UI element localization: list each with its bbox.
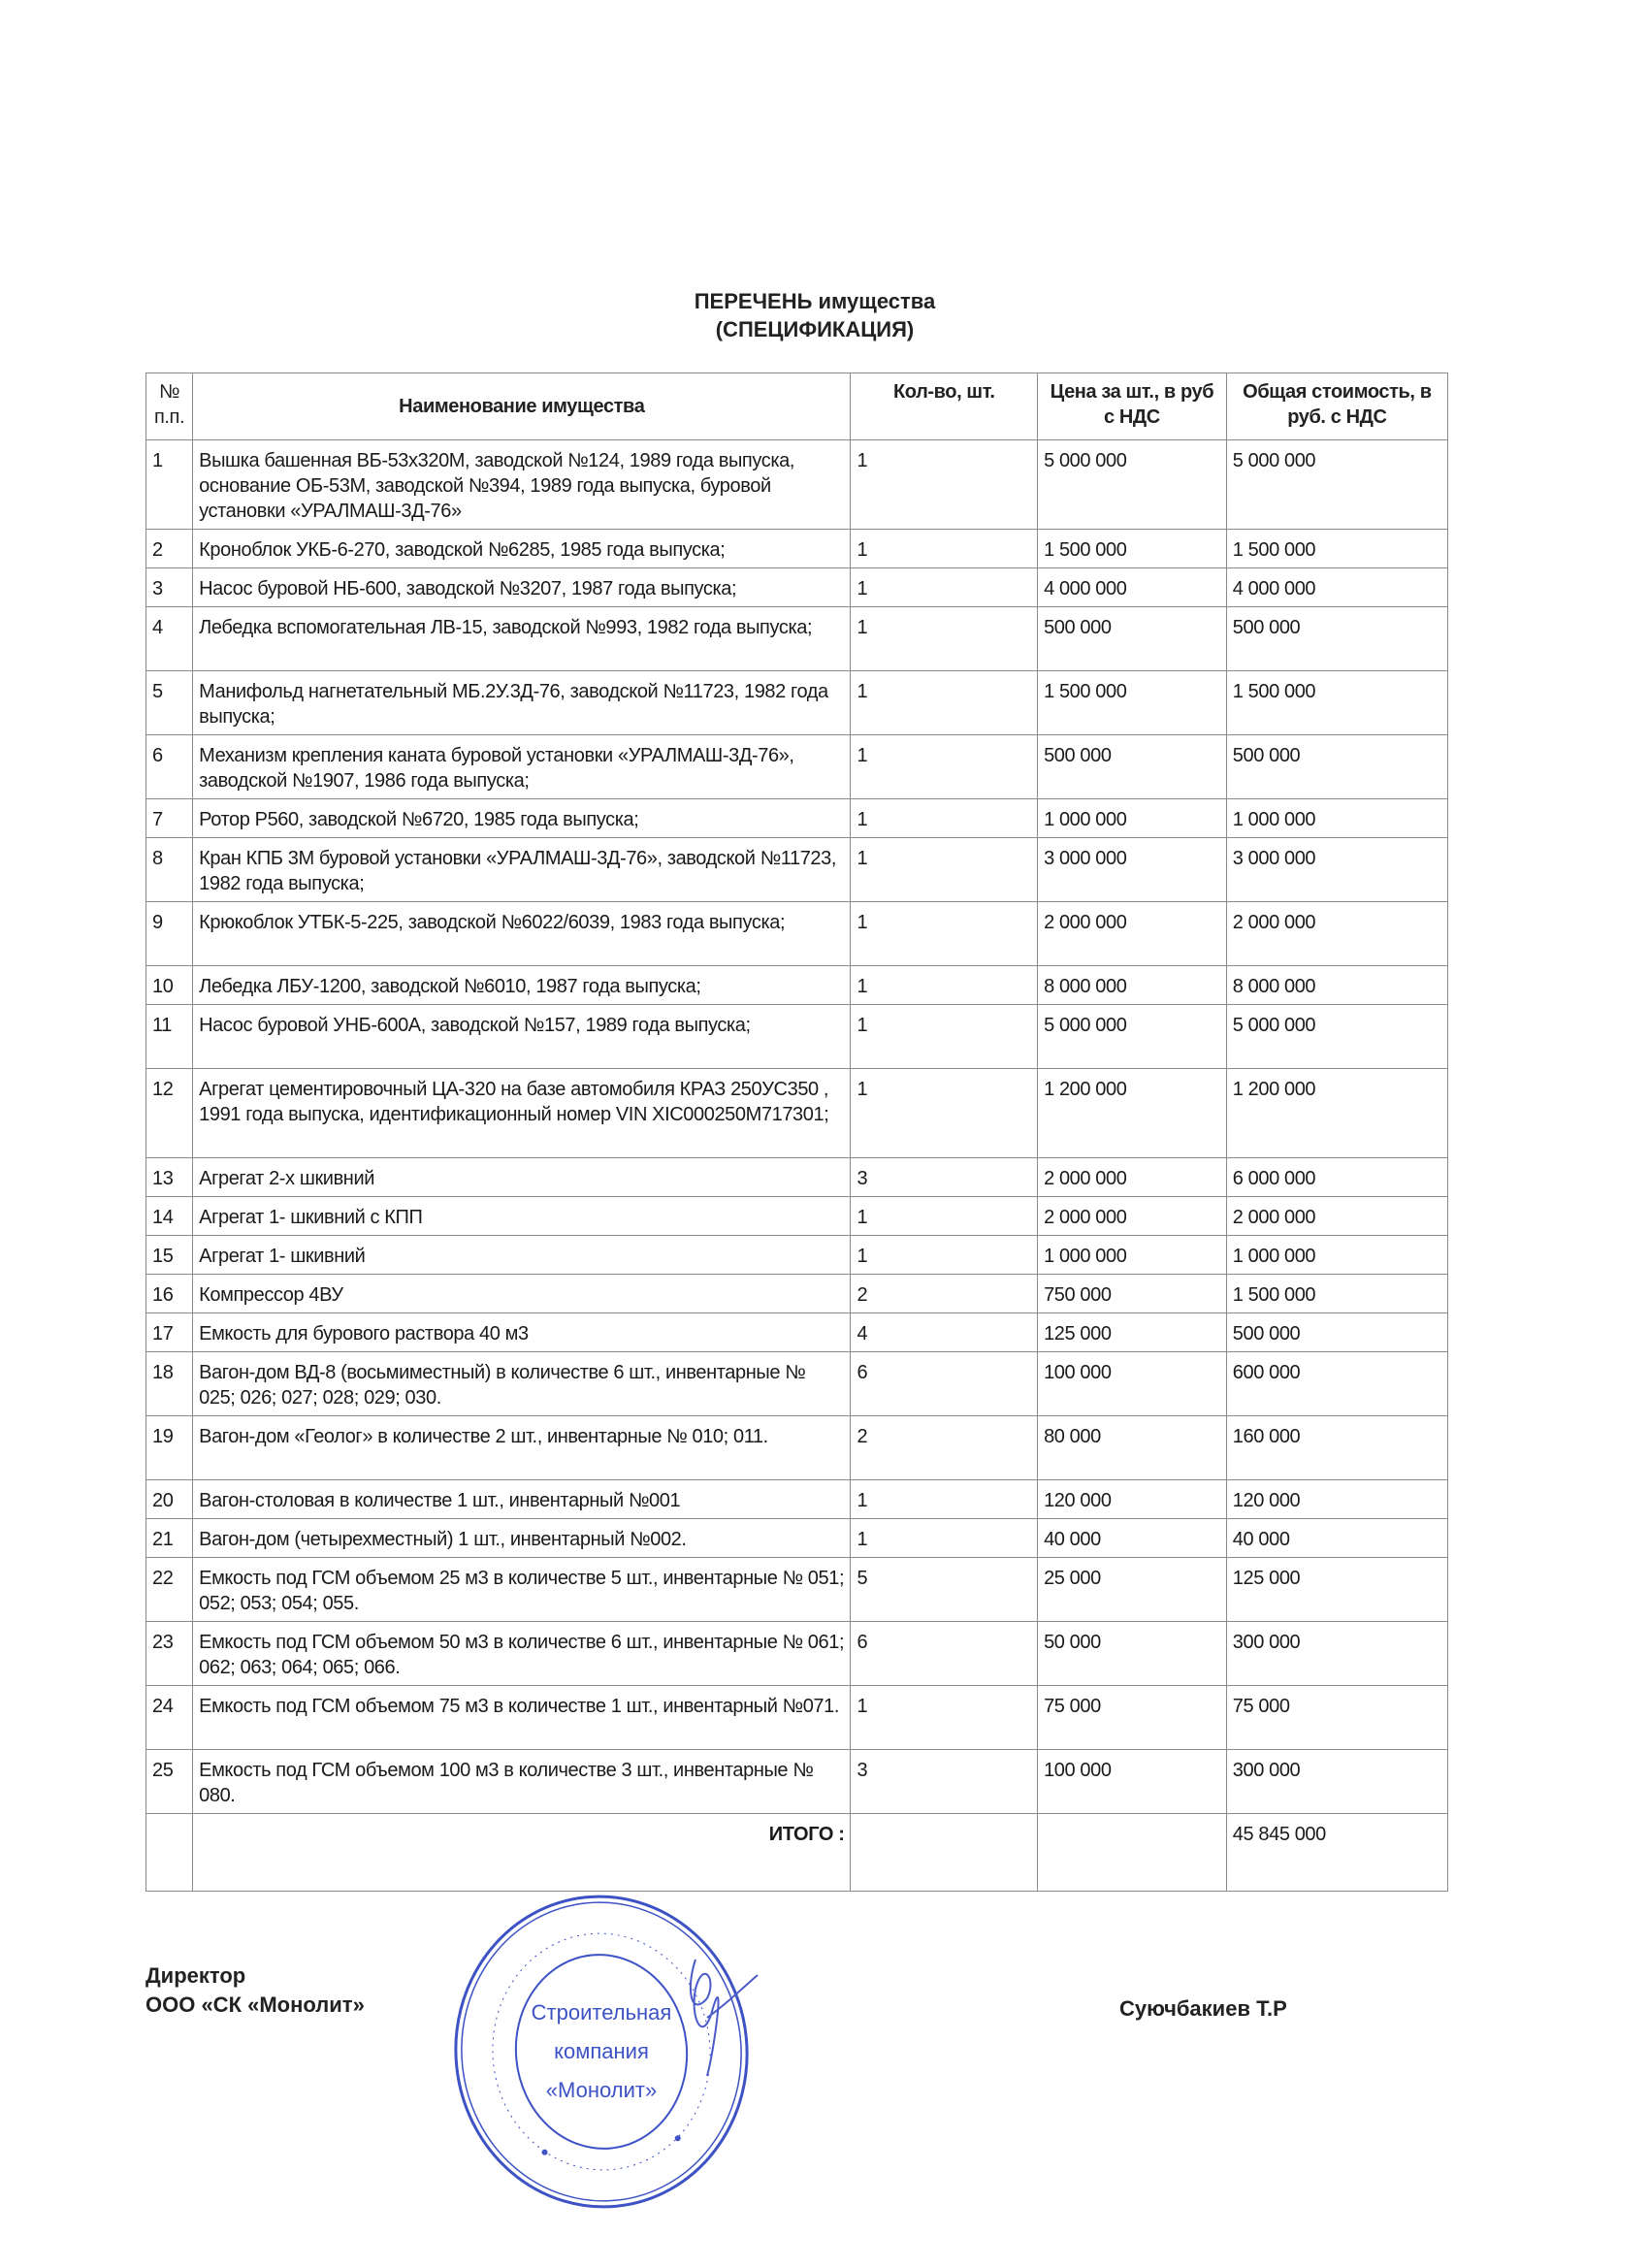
row-number: 13 — [146, 1158, 193, 1197]
item-name: Емкость под ГСМ объемом 75 м3 в количестве 1 шт., инвентарный №071. — [193, 1686, 851, 1750]
item-qty: 1 — [851, 1005, 1038, 1069]
table-row — [146, 902, 1448, 966]
table-row — [146, 1197, 1448, 1236]
row-number: 22 — [146, 1558, 193, 1622]
table-row — [146, 966, 1448, 1005]
row-number: 18 — [146, 1352, 193, 1416]
item-qty: 4 — [851, 1313, 1038, 1352]
header-name: Наименование имущества — [193, 373, 851, 440]
item-name: Емкость для бурового раствора 40 м3 — [193, 1313, 851, 1352]
row-number: 9 — [146, 902, 193, 966]
header-qty: Кол-во, шт. — [851, 373, 1038, 440]
table-row — [146, 440, 1448, 530]
item-name: Емкость под ГСМ объемом 25 м3 в количестве 5 шт., инвентарные № 051; 052; 053; 054; 055. — [193, 1558, 851, 1622]
signatory-block — [146, 1961, 365, 2020]
item-price: 125 000 — [1038, 1313, 1227, 1352]
item-name: Вагон-дом ВД-8 (восьмиместный) в количестве 6 шт., инвентарные № 025; 026; 027; 028; 029; 030. — [193, 1352, 851, 1416]
row-number: 21 — [146, 1519, 193, 1558]
item-price: 3 000 000 — [1038, 838, 1227, 902]
item-total: 500 000 — [1226, 1313, 1447, 1352]
item-price: 4 000 000 — [1038, 568, 1227, 607]
table-row — [146, 1622, 1448, 1686]
item-price: 100 000 — [1038, 1750, 1227, 1814]
item-name: Ротор Р560, заводской №6720, 1985 года выпуска; — [193, 799, 851, 838]
item-total: 5 000 000 — [1226, 440, 1447, 530]
item-qty: 1 — [851, 530, 1038, 568]
item-name: Емкость под ГСМ объемом 100 м3 в количестве 3 шт., инвентарные № 080. — [193, 1750, 851, 1814]
item-qty: 1 — [851, 1236, 1038, 1275]
item-name: Насос буровой НБ-600, заводской №3207, 1987 года выпуска; — [193, 568, 851, 607]
table-row — [146, 1686, 1448, 1750]
title-line-1: ПЕРЕЧЕНЬ имущества — [694, 289, 936, 313]
item-name: Кроноблок УКБ-6-270, заводской №6285, 1985 года выпуска; — [193, 530, 851, 568]
item-total: 600 000 — [1226, 1352, 1447, 1416]
row-number: 14 — [146, 1197, 193, 1236]
item-price: 1 500 000 — [1038, 671, 1227, 735]
item-qty: 1 — [851, 902, 1038, 966]
item-qty: 1 — [851, 440, 1038, 530]
table-row — [146, 838, 1448, 902]
item-qty: 5 — [851, 1558, 1038, 1622]
row-number: 6 — [146, 735, 193, 799]
signatory-name: Суючбакиев Т.Р — [1119, 1996, 1287, 2021]
page-title — [0, 287, 1630, 343]
item-name: Агрегат 1- шкивний с КПП — [193, 1197, 851, 1236]
item-price: 1 000 000 — [1038, 799, 1227, 838]
item-total: 2 000 000 — [1226, 1197, 1447, 1236]
total-label: ИТОГО : — [193, 1814, 851, 1892]
title-line-2: (СПЕЦИФИКАЦИЯ) — [715, 317, 915, 341]
table-row — [146, 671, 1448, 735]
item-total: 500 000 — [1226, 735, 1447, 799]
item-qty: 6 — [851, 1352, 1038, 1416]
table-row — [146, 1005, 1448, 1069]
table-row — [146, 799, 1448, 838]
document-body — [146, 373, 1448, 2221]
item-name: Вышка башенная ВБ-53х320М, заводской №124, 1989 года выпуска, основание ОБ-53М, заводской №394, 1989 года выпуска, буровой установки «УРАЛМАШ-3Д-76» — [193, 440, 851, 530]
row-number: 23 — [146, 1622, 193, 1686]
item-total: 6 000 000 — [1226, 1158, 1447, 1197]
header-number: № п.п. — [146, 373, 193, 440]
stamp-center-line-2: компания — [554, 2039, 649, 2063]
row-number: 10 — [146, 966, 193, 1005]
item-name: Агрегат 2-х шкивний — [193, 1158, 851, 1197]
item-total: 125 000 — [1226, 1558, 1447, 1622]
row-number: 1 — [146, 440, 193, 530]
item-name: Вагон-столовая в количестве 1 шт., инвентарный №001 — [193, 1480, 851, 1519]
item-qty: 1 — [851, 607, 1038, 671]
item-total: 5 000 000 — [1226, 1005, 1447, 1069]
item-total: 40 000 — [1226, 1519, 1447, 1558]
item-qty: 2 — [851, 1275, 1038, 1313]
stamp-center-line-1: Строительная — [531, 2000, 672, 2025]
table-row — [146, 1750, 1448, 1814]
row-number: 11 — [146, 1005, 193, 1069]
item-name: Лебедка вспомогательная ЛВ-15, заводской №993, 1982 года выпуска; — [193, 607, 851, 671]
item-price: 5 000 000 — [1038, 1005, 1227, 1069]
item-name: Насос буровой УНБ-600А, заводской №157, 1989 года выпуска; — [193, 1005, 851, 1069]
item-price: 2 000 000 — [1038, 1158, 1227, 1197]
total-empty — [851, 1814, 1038, 1892]
item-price: 80 000 — [1038, 1416, 1227, 1480]
table-header-row — [146, 373, 1448, 440]
item-total: 4 000 000 — [1226, 568, 1447, 607]
item-price: 50 000 — [1038, 1622, 1227, 1686]
row-number: 20 — [146, 1480, 193, 1519]
item-price: 75 000 — [1038, 1686, 1227, 1750]
total-empty — [146, 1814, 193, 1892]
item-total: 1 500 000 — [1226, 530, 1447, 568]
item-total: 1 000 000 — [1226, 1236, 1447, 1275]
table-row — [146, 1519, 1448, 1558]
item-price: 5 000 000 — [1038, 440, 1227, 530]
item-qty: 1 — [851, 1686, 1038, 1750]
item-total: 1 200 000 — [1226, 1069, 1447, 1158]
item-price: 500 000 — [1038, 607, 1227, 671]
table-row — [146, 568, 1448, 607]
item-qty: 1 — [851, 799, 1038, 838]
row-number: 12 — [146, 1069, 193, 1158]
item-name: Емкость под ГСМ объемом 50 м3 в количестве 6 шт., инвентарные № 061; 062; 063; 064; 065; 066. — [193, 1622, 851, 1686]
table-row — [146, 530, 1448, 568]
header-total: Общая стоимость, в руб. с НДС — [1226, 373, 1447, 440]
item-total: 8 000 000 — [1226, 966, 1447, 1005]
table-row — [146, 1313, 1448, 1352]
item-qty: 3 — [851, 1158, 1038, 1197]
row-number: 8 — [146, 838, 193, 902]
item-name: Кран КПБ 3М буровой установки «УРАЛМАШ-3Д-76», заводской №11723, 1982 года выпуска; — [193, 838, 851, 902]
row-number: 24 — [146, 1686, 193, 1750]
item-qty: 2 — [851, 1416, 1038, 1480]
item-total: 300 000 — [1226, 1622, 1447, 1686]
item-total: 1 500 000 — [1226, 671, 1447, 735]
item-qty: 1 — [851, 966, 1038, 1005]
item-qty: 1 — [851, 1197, 1038, 1236]
item-price: 120 000 — [1038, 1480, 1227, 1519]
item-name: Компрессор 4ВУ — [193, 1275, 851, 1313]
item-qty: 1 — [851, 568, 1038, 607]
item-total: 160 000 — [1226, 1416, 1447, 1480]
item-price: 1 000 000 — [1038, 1236, 1227, 1275]
row-number: 2 — [146, 530, 193, 568]
item-price: 25 000 — [1038, 1558, 1227, 1622]
row-number: 25 — [146, 1750, 193, 1814]
item-qty: 1 — [851, 1519, 1038, 1558]
total-value: 45 845 000 — [1226, 1814, 1447, 1892]
item-name: Агрегат цементировочный ЦА-320 на базе автомобиля КРАЗ 250УС350 , 1991 года выпуска, идентификационный номер VIN XIC000250M717301; — [193, 1069, 851, 1158]
stamp-center-line-3: «Монолит» — [545, 2078, 658, 2102]
table-row — [146, 1480, 1448, 1519]
item-qty: 6 — [851, 1622, 1038, 1686]
item-name: Крюкоблок УТБК-5-225, заводской №6022/6039, 1983 года выпуска; — [193, 902, 851, 966]
item-total: 1 500 000 — [1226, 1275, 1447, 1313]
header-price: Цена за шт., в руб с НДС — [1038, 373, 1227, 440]
row-number: 7 — [146, 799, 193, 838]
item-total: 500 000 — [1226, 607, 1447, 671]
table-row — [146, 735, 1448, 799]
item-price: 2 000 000 — [1038, 1197, 1227, 1236]
item-price: 40 000 — [1038, 1519, 1227, 1558]
item-qty: 1 — [851, 1480, 1038, 1519]
item-name: Вагон-дом «Геолог» в количестве 2 шт., инвентарные № 010; 011. — [193, 1416, 851, 1480]
item-qty: 1 — [851, 735, 1038, 799]
table-row — [146, 1275, 1448, 1313]
item-total: 300 000 — [1226, 1750, 1447, 1814]
table-row — [146, 1352, 1448, 1416]
item-price: 750 000 — [1038, 1275, 1227, 1313]
row-number: 5 — [146, 671, 193, 735]
item-price: 1 500 000 — [1038, 530, 1227, 568]
signature-area — [146, 1892, 1448, 2221]
item-price: 2 000 000 — [1038, 902, 1227, 966]
item-total: 3 000 000 — [1226, 838, 1447, 902]
item-total: 120 000 — [1226, 1480, 1447, 1519]
row-number: 15 — [146, 1236, 193, 1275]
total-row — [146, 1814, 1448, 1892]
item-name: Манифольд нагнетательный МБ.2У.3Д-76, заводской №11723, 1982 года выпуска; — [193, 671, 851, 735]
row-number: 4 — [146, 607, 193, 671]
item-price: 1 200 000 — [1038, 1069, 1227, 1158]
item-qty: 3 — [851, 1750, 1038, 1814]
company-stamp — [441, 1892, 761, 2212]
item-name: Механизм крепления каната буровой установки «УРАЛМАШ-3Д-76», заводской №1907, 1986 года выпуска; — [193, 735, 851, 799]
item-name: Агрегат 1- шкивний — [193, 1236, 851, 1275]
item-qty: 1 — [851, 1069, 1038, 1158]
item-total: 1 000 000 — [1226, 799, 1447, 838]
item-name: Вагон-дом (четырехместный) 1 шт., инвентарный №002. — [193, 1519, 851, 1558]
table-row — [146, 1158, 1448, 1197]
item-price: 8 000 000 — [1038, 966, 1227, 1005]
table-row — [146, 607, 1448, 671]
signatory-company: ООО «СК «Монолит» — [146, 1993, 365, 2017]
table-row — [146, 1558, 1448, 1622]
item-name: Лебедка ЛБУ-1200, заводской №6010, 1987 года выпуска; — [193, 966, 851, 1005]
table-row — [146, 1236, 1448, 1275]
item-qty: 1 — [851, 838, 1038, 902]
total-empty — [1038, 1814, 1227, 1892]
row-number: 3 — [146, 568, 193, 607]
item-total: 2 000 000 — [1226, 902, 1447, 966]
row-number: 19 — [146, 1416, 193, 1480]
signatory-position: Директор — [146, 1963, 246, 1988]
item-price: 100 000 — [1038, 1352, 1227, 1416]
item-price: 500 000 — [1038, 735, 1227, 799]
item-qty: 1 — [851, 671, 1038, 735]
row-number: 17 — [146, 1313, 193, 1352]
table-row — [146, 1069, 1448, 1158]
table-row — [146, 1416, 1448, 1480]
property-table — [146, 373, 1448, 1892]
row-number: 16 — [146, 1275, 193, 1313]
item-total: 75 000 — [1226, 1686, 1447, 1750]
